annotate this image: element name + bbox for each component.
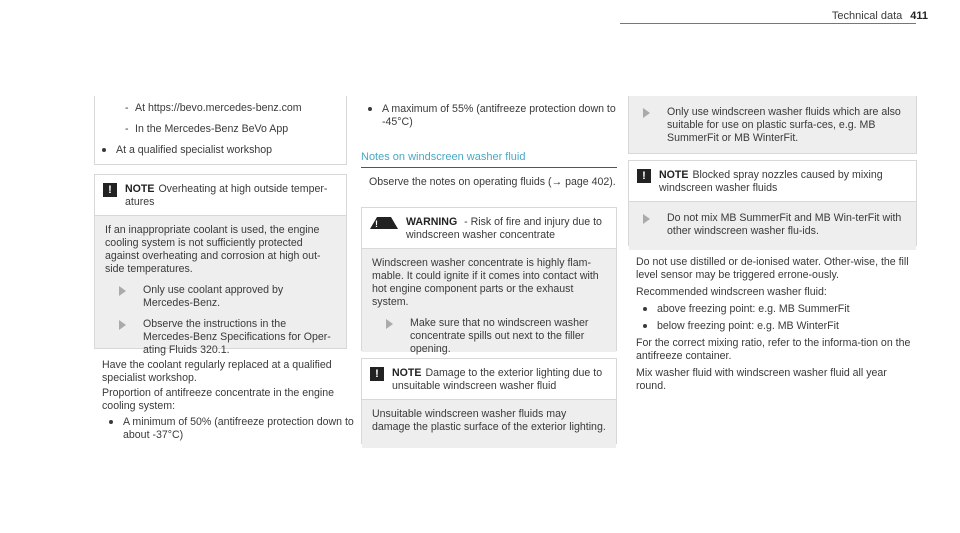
col3-continued-box (628, 96, 917, 154)
paragraph: Have the coolant regularly replaced at a qualified specialist workshop. (102, 359, 332, 384)
warning-box: ! WARNING - Risk of fire and injury due to windscreen washer concentrate Windscreen washer concentrate is highly flam-mable. It could ignite if it comes into contact with hot engine component parts or the exhaust system. Make sure that no windscreen washer concentrate spills out next to the filler opening. (361, 207, 617, 351)
note-mixing: ! NOTE Blocked spray nozzles caused by mixing windscreen washer fluids Do not mix MB SummerFit and MB Win-terFit with other windscreen washer flu-ids. (628, 160, 917, 246)
col1-continued-box (94, 96, 347, 165)
header-rule (620, 23, 916, 24)
notice-icon: ! (370, 367, 384, 381)
list-item: below freezing point: e.g. MB WinterFit (636, 320, 917, 333)
instruction-step: Do not mix MB SummerFit and MB Win-terFit with other windscreen washer flu-ids. (629, 212, 906, 238)
paragraph: Mix washer fluid with windscreen washer fluid all year round. (636, 367, 887, 392)
paragraph: For the correct mixing ratio, refer to the informa-tion on the antifreeze container. (636, 337, 911, 362)
paragraph: Proportion of antifreeze concentrate in the engine cooling system: (102, 387, 335, 412)
instruction-step: Only use windscreen washer fluids which are also suitable for use on plastic surfa-ces, e.g. MB SummerFit or MB WinterFit. (629, 106, 906, 145)
list-item: A maximum of 55% (antifreeze protection down to -45°C) (361, 103, 617, 129)
paragraph: Do not use distilled or de-ionised water. Other-wise, the fill level sensor may be triggered errone-ously. (636, 256, 909, 281)
paragraph: Recommended windscreen washer fluid: (636, 286, 827, 298)
list-item: At a qualified specialist workshop (95, 144, 336, 157)
section-rule (361, 167, 617, 168)
warning-body: Windscreen washer concentrate is highly flam-mable. It could ignite if it comes into contact with hot engine component parts or the exhaust system. (372, 257, 599, 308)
instruction-step: Make sure that no windscreen washer concentrate spills out next to the filler opening. (372, 317, 606, 356)
paragraph: Observe the notes on operating fluids (→ page 402). (369, 176, 616, 188)
note-lighting: ! NOTE Damage to the exterior lighting due to unsuitable windscreen washer fluid Unsuitable windscreen washer fluids may damage the plastic surface of the exterior lighting. (361, 358, 617, 444)
arrow-icon (643, 108, 657, 118)
note-body: If an inappropriate coolant is used, the engine cooling system is not sufficiently protected against overheating and corrosion at high out-side temperatures. (105, 224, 321, 275)
note-overheating: ! NOTE Overheating at high outside temper-atures If an inappropriate coolant is used, the engine cooling system is not sufficiently protected against overheating and corrosion at high out-side temperatures. Only use coolant approved by Mercedes-Benz. Observe the instructions in the Mercedes-Benz Specifications for Oper-ating Fluids 320.1. (94, 174, 347, 349)
section-title: Notes on windscreen washer fluid (361, 151, 526, 163)
notice-icon: ! (637, 169, 651, 183)
instruction-step: Observe the instructions in the Mercedes-Benz Specifications for Oper-ating Fluids 320.1. (105, 318, 336, 357)
notice-icon: ! (103, 183, 117, 197)
arrow-icon (119, 320, 133, 330)
list-item: - In the Mercedes-Benz BeVo App (125, 123, 289, 135)
section-name: Technical data (831, 10, 903, 22)
instruction-step: Only use coolant approved by Mercedes-Benz. (105, 284, 336, 310)
arrow-icon (643, 214, 657, 224)
page-header (832, 10, 928, 22)
list-item: - At https://bevo.mercedes-benz.com (125, 102, 302, 114)
list-item: A minimum of 50% (antifreeze protection down to about -37°C) (102, 416, 354, 442)
warning-icon (370, 217, 398, 229)
list-item: above freezing point: e.g. MB SummerFit (636, 303, 917, 316)
arrow-icon (386, 319, 400, 329)
page-number: 411 (910, 10, 928, 22)
arrow-icon (119, 286, 133, 296)
note-body: Unsuitable windscreen washer fluids may damage the plastic surface of the exterior lighting. (372, 408, 606, 433)
